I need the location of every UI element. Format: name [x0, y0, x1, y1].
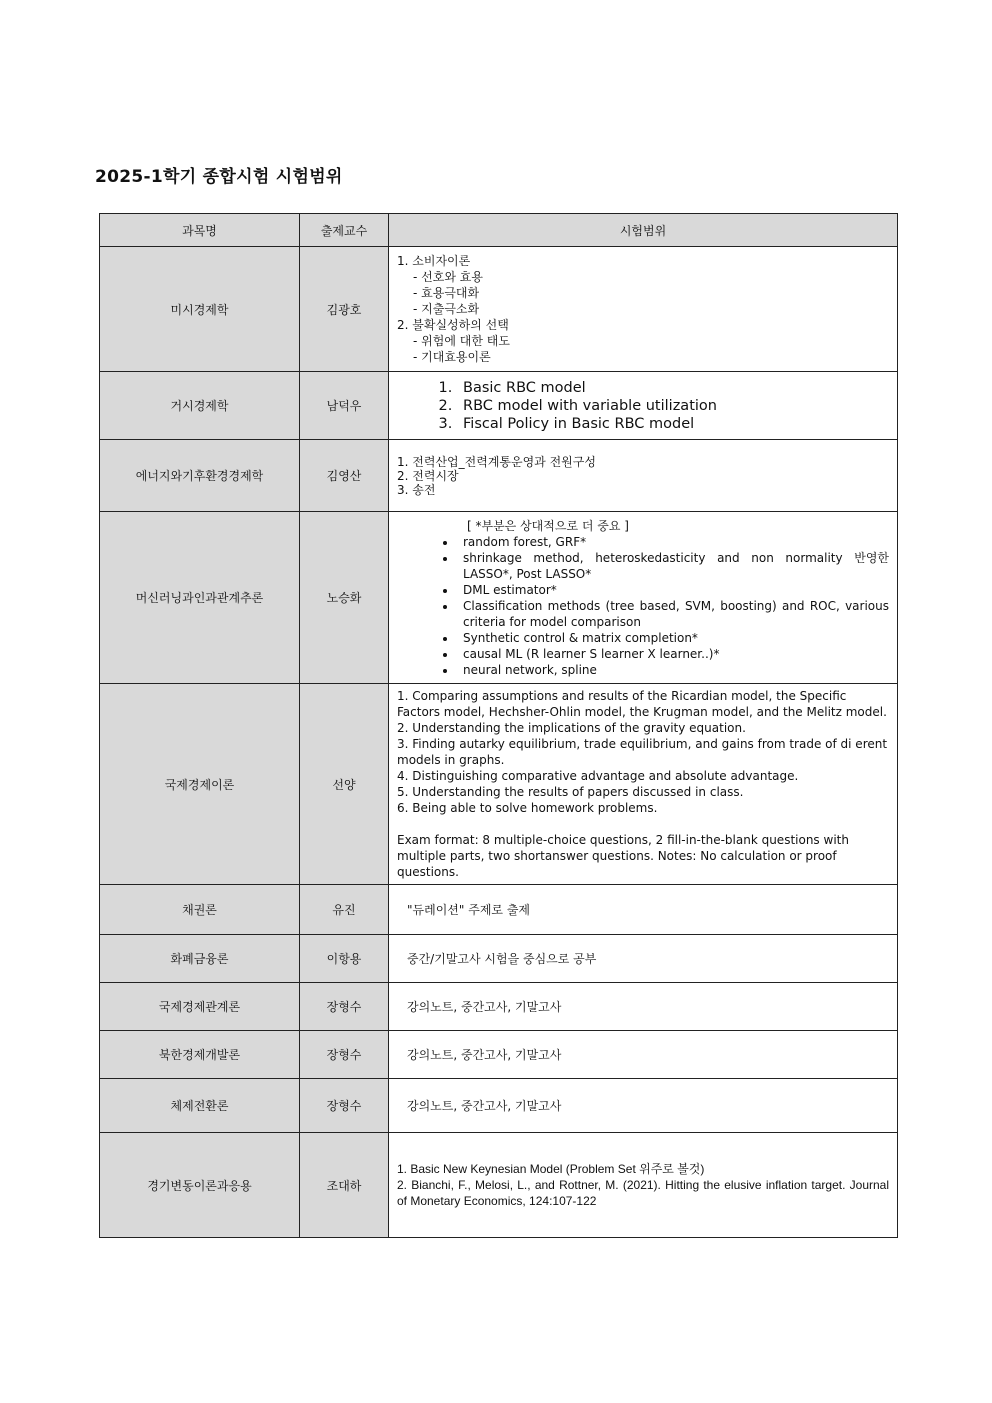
list-item: • Classification methods (tree based, SVM, boosting) and ROC, various criteria for model comparison: [457, 598, 889, 630]
exam-scope-table: [99, 213, 898, 1238]
scope-cell: 강의노트, 중간고사, 기말고사: [389, 1079, 898, 1133]
professor-cell: 남덕우: [300, 372, 389, 440]
scope-cell: [389, 512, 898, 684]
scope-line: - 선호와 효용: [413, 270, 483, 284]
scope-cell: 중간/기말고사 시험을 중심으로 공부: [389, 935, 898, 983]
scope-line: - 위험에 대한 태도: [413, 334, 510, 348]
scope-line: 2. 불확실성하의 선택: [397, 318, 509, 332]
professor-cell: 장형수: [300, 1079, 389, 1133]
subject-cell: 거시경제학: [100, 372, 300, 440]
page-title: 2025-1학기 종합시험 시험범위: [95, 167, 343, 187]
scope-line: 1. 소비자이론: [397, 254, 471, 268]
professor-cell: 유진: [300, 885, 389, 935]
scope-line: 3. Finding autarky equilibrium, trade equilibrium, and gains from trade of di erent models in graphs.: [397, 737, 888, 767]
scope-line: - 효용극대화: [413, 286, 480, 300]
table-row: [100, 885, 898, 935]
scope-line: 2. 전력시장: [397, 468, 459, 483]
scope-cell: "듀레이션" 주제로 출제: [389, 885, 898, 935]
list-item: 2. RBC model with variable utilization: [457, 397, 889, 415]
table-row: [100, 512, 898, 684]
scope-cell: [389, 372, 898, 440]
scope-line: 5. Understanding the results of papers discussed in class.: [397, 785, 744, 799]
scope-list: [397, 379, 889, 433]
subject-cell: 머신러닝과인과관계추론: [100, 512, 300, 684]
table-header-row: [100, 214, 898, 247]
scope-line: 1. Comparing assumptions and results of the Ricardian model, the Specific Factors model, Hechsher-Ohlin model, the Krugman model, and the Melitz model.: [397, 689, 887, 719]
professor-cell: 장형수: [300, 983, 389, 1031]
scope-note: [ *부분은 상대적으로 더 중요 ]: [467, 518, 629, 533]
professor-cell: 이항용: [300, 935, 389, 983]
scope-cell: 강의노트, 중간고사, 기말고사: [389, 1031, 898, 1079]
list-item: • neural network, spline: [457, 662, 889, 678]
header-subject: 과목명: [100, 214, 300, 247]
list-item: • shrinkage method, heteroskedasticity and non normality 반영한 LASSO*, Post LASSO*: [457, 550, 889, 582]
professor-cell: 김광호: [300, 247, 389, 372]
subject-cell: 화폐금융론: [100, 935, 300, 983]
professor-cell: 노승화: [300, 512, 389, 684]
professor-cell: 선양: [300, 684, 389, 885]
scope-cell: [389, 440, 898, 512]
table-row: [100, 372, 898, 440]
exam-format-note: Exam format: 8 multiple-choice questions, 2 fill-in-the-blank questions with multiple parts, two shortanswer questions. Notes: No calculation or proof questions.: [397, 833, 849, 879]
table-row: [100, 1079, 898, 1133]
scope-line: 1. 전력산업_전력계통운영과 전원구성: [397, 454, 596, 469]
scope-line: 3. 송전: [397, 482, 436, 497]
scope-line: - 지출극소화: [413, 302, 480, 316]
subject-cell: 미시경제학: [100, 247, 300, 372]
professor-cell: 조대하: [300, 1133, 389, 1238]
subject-cell: 체제전환론: [100, 1079, 300, 1133]
scope-line: - 기대효용이론: [413, 350, 491, 364]
scope-cell: [389, 1133, 898, 1238]
list-item: 3. Fiscal Policy in Basic RBC model: [457, 415, 889, 433]
scope-line: 4. Distinguishing comparative advantage and absolute advantage.: [397, 769, 799, 783]
list-item: • DML estimator*: [457, 582, 889, 598]
professor-cell: 장형수: [300, 1031, 389, 1079]
subject-cell: 국제경제이론: [100, 684, 300, 885]
scope-line: 1. Basic New Keynesian Model (Problem Set 위주로 볼것): [397, 1162, 705, 1176]
header-professor: 출제교수: [300, 214, 389, 247]
list-item: • Synthetic control & matrix completion*: [457, 630, 889, 646]
scope-line: 2. Understanding the implications of the gravity equation.: [397, 721, 746, 735]
subject-cell: 에너지와기후환경경제학: [100, 440, 300, 512]
list-item: • causal ML (R learner S learner X learner..)*: [457, 646, 889, 662]
header-scope: 시험범위: [389, 214, 898, 247]
scope-cell: [389, 247, 898, 372]
scope-line: 2. Bianchi, F., Melosi, L., and Rottner, M. (2021). Hitting the elusive inflation target. Journal of Monetary Economics, 124:107-122: [397, 1178, 889, 1208]
table-row: [100, 1031, 898, 1079]
table-row: [100, 247, 898, 372]
professor-cell: 김영산: [300, 440, 389, 512]
subject-cell: 북한경제개발론: [100, 1031, 300, 1079]
subject-cell: 국제경제관계론: [100, 983, 300, 1031]
table-row: [100, 440, 898, 512]
scope-cell: 강의노트, 중간고사, 기말고사: [389, 983, 898, 1031]
subject-cell: 경기변동이론과응용: [100, 1133, 300, 1238]
table-row: [100, 684, 898, 885]
table-row: [100, 983, 898, 1031]
list-item: 1. Basic RBC model: [457, 379, 889, 397]
scope-list: [397, 534, 889, 678]
scope-cell: [389, 684, 898, 885]
subject-cell: 채권론: [100, 885, 300, 935]
list-item: • random forest, GRF*: [457, 534, 889, 550]
table-row: [100, 935, 898, 983]
spacer: [397, 816, 889, 832]
table-row: [100, 1133, 898, 1238]
scope-line: 6. Being able to solve homework problems.: [397, 801, 658, 815]
